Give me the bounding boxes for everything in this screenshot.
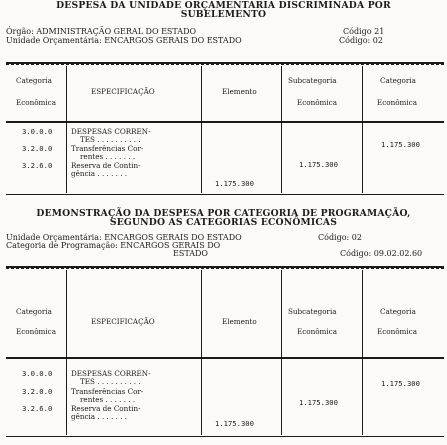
table1-header-categoria2-1: Categoria: [380, 76, 416, 85]
unidade-code-label: Código:: [339, 36, 371, 45]
table2-header-categoria-1: Categoria: [16, 307, 52, 316]
section2-unidade-code-label: Código:: [318, 233, 350, 242]
section1-title-line2: SUBELEMENTO: [180, 9, 267, 20]
categoria-programacao-value: ENCARGOS GERAIS DO: [120, 241, 221, 250]
table1-top-dash: [6, 64, 444, 65]
table2-spec-line: Transferências Cor-: [71, 387, 144, 396]
table1-header-especificacao: ESPECIFICAÇÃO: [91, 87, 155, 96]
unidade-value: ENCARGOS GERAIS DO ESTADO: [104, 36, 242, 45]
table2-spec-line: DESPESAS CORREN-: [71, 369, 151, 378]
orgao-code: [343, 27, 384, 36]
table1-subcategoria-value: 1.175.300: [299, 160, 338, 169]
categoria-programacao-code-value: 09.02.02.60: [373, 249, 423, 258]
categoria-programacao-code-label: Código:: [340, 249, 372, 258]
table2-bottom-rule: [6, 436, 444, 437]
table1-header-rule: [6, 121, 444, 123]
unidade-line: [6, 36, 242, 45]
table2-categoria-value: 1.175.300: [381, 379, 420, 388]
table1-header-subcategoria-1: Subcategoria: [288, 76, 337, 85]
table2-header-categoria2-1: Categoria: [380, 307, 416, 316]
table1-divider-2: [201, 66, 202, 193]
table1-spec-line: Reserva de Contin-: [71, 161, 141, 170]
unidade-code: [339, 36, 383, 45]
section2-unidade-label: Unidade Orçamentária:: [6, 233, 102, 242]
table1-categoria-value: 1.175.300: [381, 140, 420, 149]
table1-spec-line: gência . . . . . . .: [71, 169, 128, 178]
table2-code: 3.2.0.0: [22, 387, 53, 396]
table1-header-subcategoria-2: Econômica: [297, 98, 337, 107]
section2-title-line2: SEGUNDO AS CATEGORIAS ECONÔMICAS: [109, 217, 338, 228]
table2-spec-line: Reserva de Contin-: [71, 404, 141, 413]
table1-header-categoria-2: Econômica: [16, 98, 56, 107]
section2-unidade-code-value: 02: [351, 233, 362, 242]
table1-code: 3.2.6.0: [22, 161, 53, 170]
table2-top-dash: [6, 268, 444, 269]
section2-unidade-code: [318, 233, 362, 242]
table2-header-elemento: Elemento: [222, 317, 257, 326]
orgao-label: Órgão:: [6, 27, 34, 36]
table2-code: 3.2.6.0: [22, 404, 53, 413]
table2-divider-1: [66, 270, 67, 435]
table2-header-subcategoria-1: Subcategoria: [288, 307, 337, 316]
table2-subcategoria-value: 1.175.300: [299, 398, 338, 407]
table1-spec-line: TES . . . . . . . . . .: [80, 135, 141, 144]
table1-spec-line: rentes . . . . . . .: [80, 152, 136, 161]
table1-spec-line: DESPESAS CORREN-: [71, 127, 151, 136]
orgao-value: ADMINISTRAÇÃO GERAL DO ESTADO: [36, 27, 197, 36]
table1-elemento-value: 1.175.300: [215, 179, 254, 188]
table2-header-rule: [6, 357, 444, 359]
table1-header-elemento: Elemento: [222, 87, 257, 96]
table1-spec-line: Transferências Cor-: [71, 144, 144, 153]
table2-divider-4: [362, 270, 363, 435]
orgao-code-label: Código: [343, 27, 372, 36]
table2-spec-line: gência . . . . . . .: [71, 412, 128, 421]
categoria-programacao-value-2: ESTADO: [173, 249, 208, 258]
section2-unidade-value: ENCARGOS GERAIS DO ESTADO: [104, 233, 242, 242]
table1-bottom-rule: [6, 194, 444, 195]
orgao-line: [6, 27, 196, 36]
section1-title-line1: DESPESA DA UNIDADE ORÇAMENTARIA DISCRIMINADA POR: [56, 0, 391, 11]
categoria-programacao-code: [340, 249, 422, 258]
table1-header-categoria-1: Categoria: [16, 76, 52, 85]
table2-divider-2: [201, 270, 202, 435]
table2-header-subcategoria-2: Econômica: [297, 327, 337, 336]
table2-divider-3: [281, 270, 282, 435]
table2-header-especificacao: ESPECIFICAÇÃO: [91, 317, 155, 326]
table1-divider-4: [362, 66, 363, 193]
table1-header-categoria2-2: Econômica: [377, 98, 417, 107]
table1-divider-3: [281, 66, 282, 193]
unidade-code-value: 02: [372, 36, 383, 45]
section2-title-line1: DEMONSTRAÇÃO DA DESPESA POR CATEGORIA DE PROGRAMAÇÃO,: [36, 208, 411, 219]
unidade-label: Unidade Orçamentária:: [6, 36, 102, 45]
table2-header-categoria2-2: Econômica: [377, 327, 417, 336]
table2-spec-line: TES . . . . . . . . . .: [80, 377, 141, 386]
orgao-code-value: 21: [374, 27, 385, 36]
categoria-programacao-label: Categoria de Programação:: [6, 241, 118, 250]
table2-header-categoria-2: Econômica: [16, 327, 56, 336]
table2-spec-line: rentes . . . . . . .: [80, 395, 136, 404]
table2-code: 3.0.0.0: [22, 369, 53, 378]
table2-elemento-value: 1.175.300: [215, 419, 254, 428]
table1-divider-1: [66, 66, 67, 193]
table1-code: 3.0.0.0: [22, 127, 53, 136]
table1-code: 3.2.0.0: [22, 144, 53, 153]
